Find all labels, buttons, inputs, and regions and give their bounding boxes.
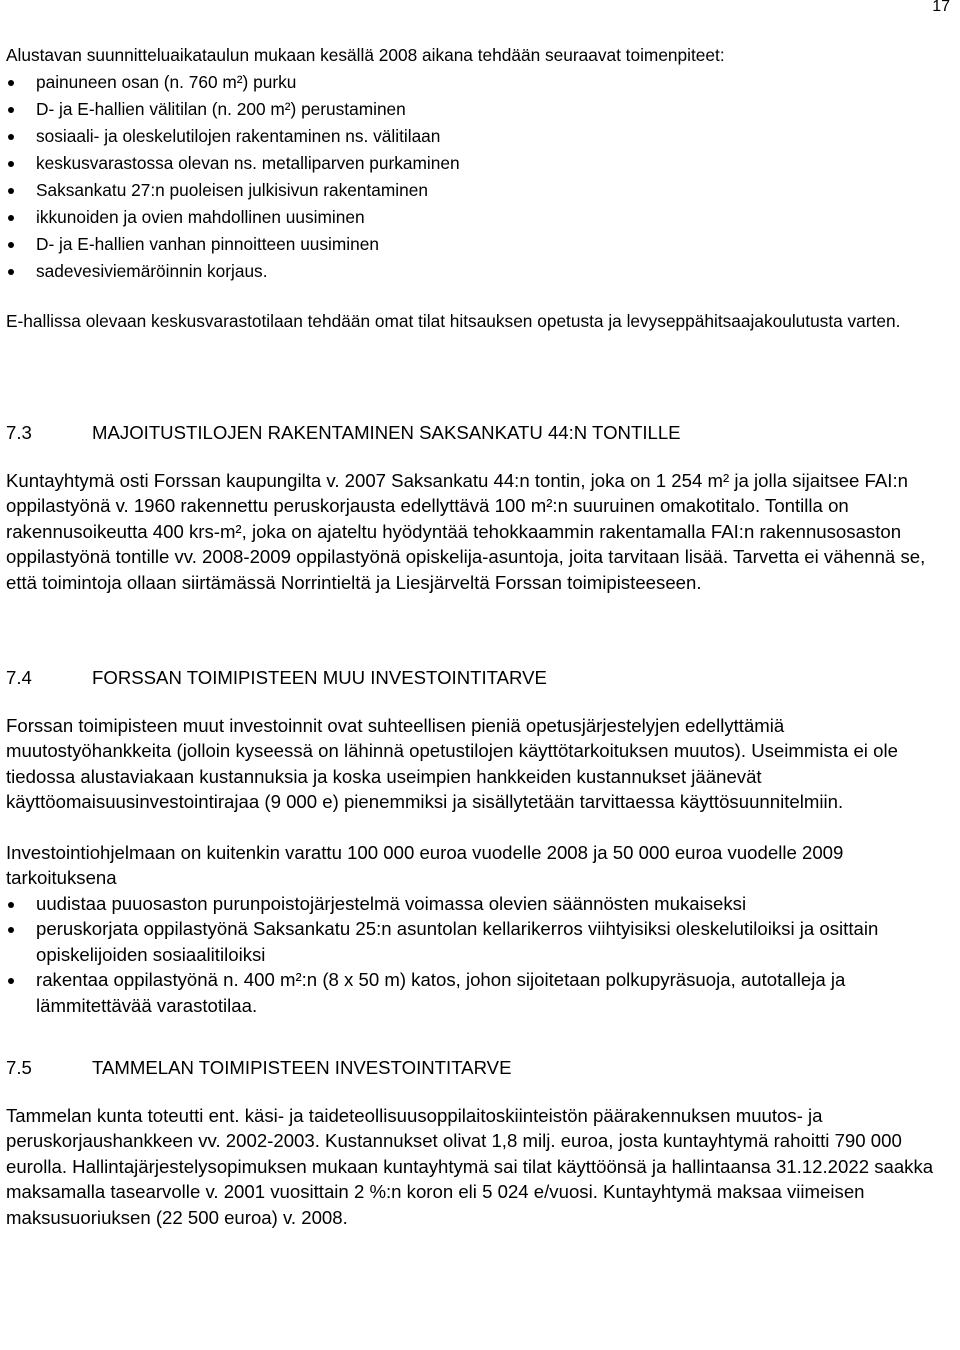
- list-item: uudistaa puuosaston purunpoistojärjestelmä voimassa olevien säännösten mukaiseksi: [6, 891, 952, 917]
- list-item: D- ja E-hallien vanhan pinnoitteen uusiminen: [6, 231, 952, 258]
- section-heading-7-4: [6, 665, 952, 691]
- section-title: TAMMELAN TOIMIPISTEEN INVESTOINTITARVE: [92, 1057, 512, 1078]
- list-item: keskusvarastossa olevan ns. metalliparven purkaminen: [6, 150, 952, 177]
- list-item: Saksankatu 27:n puoleisen julkisivun rakentaminen: [6, 177, 952, 204]
- intro-section: [6, 42, 952, 335]
- main-content: [6, 420, 952, 1230]
- intro-bullet-list: [6, 69, 952, 285]
- section-7-5-body: Tammelan kunta toteutti ent. käsi- ja taideteollisuusoppilaitoskiinteistön päärakennuksen muutos- ja peruskorjaushankkeen vv. 2002-2003. Kustannukset olivat 1,8 milj. euroa, josta kuntayhtymä rahoitti 790 000 eurolla. Hallintajärjestelysopimuksen mukaan kuntayhtymä sai tilat käyttöönsä ja hallintaansa 31.12.2022 saakka maksamalla tasearvolle v. 2001 vuosittain 2 %:n koron eli 5 024 e/vuosi. Kuntayhtymä maksaa viimeisen maksusuoriuksen (22 500 euroa) v. 2008.: [6, 1104, 934, 1228]
- section-number: 7.5: [6, 1057, 32, 1078]
- investment-bullet-list: [6, 891, 952, 1019]
- list-item: ikkunoiden ja ovien mahdollinen uusiminen: [6, 204, 952, 231]
- section-number: 7.3: [6, 422, 32, 443]
- list-item: D- ja E-hallien välitilan (n. 200 m²) perustaminen: [6, 96, 952, 123]
- page-number: 17: [932, 0, 950, 15]
- list-item: rakentaa oppilastyönä n. 400 m²:n (8 x 50 m) katos, johon sijoitetaan polkupyräsuoja, autotalleja ja lämmitettävää varastotilaa.: [6, 967, 952, 1018]
- intro-closing: E-hallissa olevaan keskusvarastotilaan tehdään omat tilat hitsauksen opetusta ja levyseppähitsaajakoulutusta varten.: [6, 311, 901, 331]
- list-item: sosiaali- ja oleskelutilojen rakentaminen ns. välitilaan: [6, 123, 952, 150]
- intro-lead: Alustavan suunnitteluaikataulun mukaan kesällä 2008 aikana tehdään seuraavat toimenpiteet:: [6, 45, 725, 65]
- section-7-4-paragraph-2: Investointiohjelmaan on kuitenkin varattu 100 000 euroa vuodelle 2008 ja 50 000 euroa vuodelle 2009 tarkoituksena: [6, 841, 844, 888]
- section-heading-7-5: [6, 1055, 952, 1081]
- section-7-4-paragraph-1: Forssan toimipisteen muut investoinnit ovat suhteellisen pieniä opetusjärjestelyjen edellyttämiä muutostyöhankkeita (jolloin kyseessä on lähinnä opetustilojen käyttötarkoituksen muutos). Useimmista ei ole tiedossa alustaviakaan kustannuksia ja koska useimpien hankkeiden kustannukset jäänevät käyttöomaisuusinvestointirajaa (9 000 e) pienemmiksi ja sisällytetään tarvittaessa käyttösuunnitelmiin.: [6, 714, 898, 812]
- section-heading-7-3: [6, 420, 952, 446]
- list-item: peruskorjata oppilastyönä Saksankatu 25:n asuntolan kellarikerros viihtyisiksi oleskelutiloiksi ja osittain opiskelijoiden sosiaalitiloiksi: [6, 916, 952, 967]
- section-7-3-body: Kuntayhtymä osti Forssan kaupungilta v. 2007 Saksankatu 44:n tontin, joka on 1 254 m² ja jolla sijaitsee FAI:n oppilastyönä v. 1960 rakennettu peruskorjausta edellyttävä 100 m²:n suuruinen omakotitalo. Tontilla on rakennusoikeutta 400 krs-m², joka on ajateltu hyödyntää tehokkaammin rakentamalla FAI:n rakennusosaston oppilastyönä tontille vv. 2008-2009 oppilastyönä opiskelija-asuntoja, joita tarvitaan lisää. Tarvetta ei vähennä se, että toimintoja ollaan siirtämässä Norrintieltä ja Liesjärveltä Forssan toimipisteeseen.: [6, 469, 926, 593]
- section-title: FORSSAN TOIMIPISTEEN MUU INVESTOINTITARVE: [92, 667, 547, 688]
- section-number: 7.4: [6, 667, 32, 688]
- section-title: MAJOITUSTILOJEN RAKENTAMINEN SAKSANKATU 44:N TONTILLE: [92, 422, 681, 443]
- list-item: painuneen osan (n. 760 m²) purku: [6, 69, 952, 96]
- list-item: sadevesiviemäröinnin korjaus.: [6, 258, 952, 285]
